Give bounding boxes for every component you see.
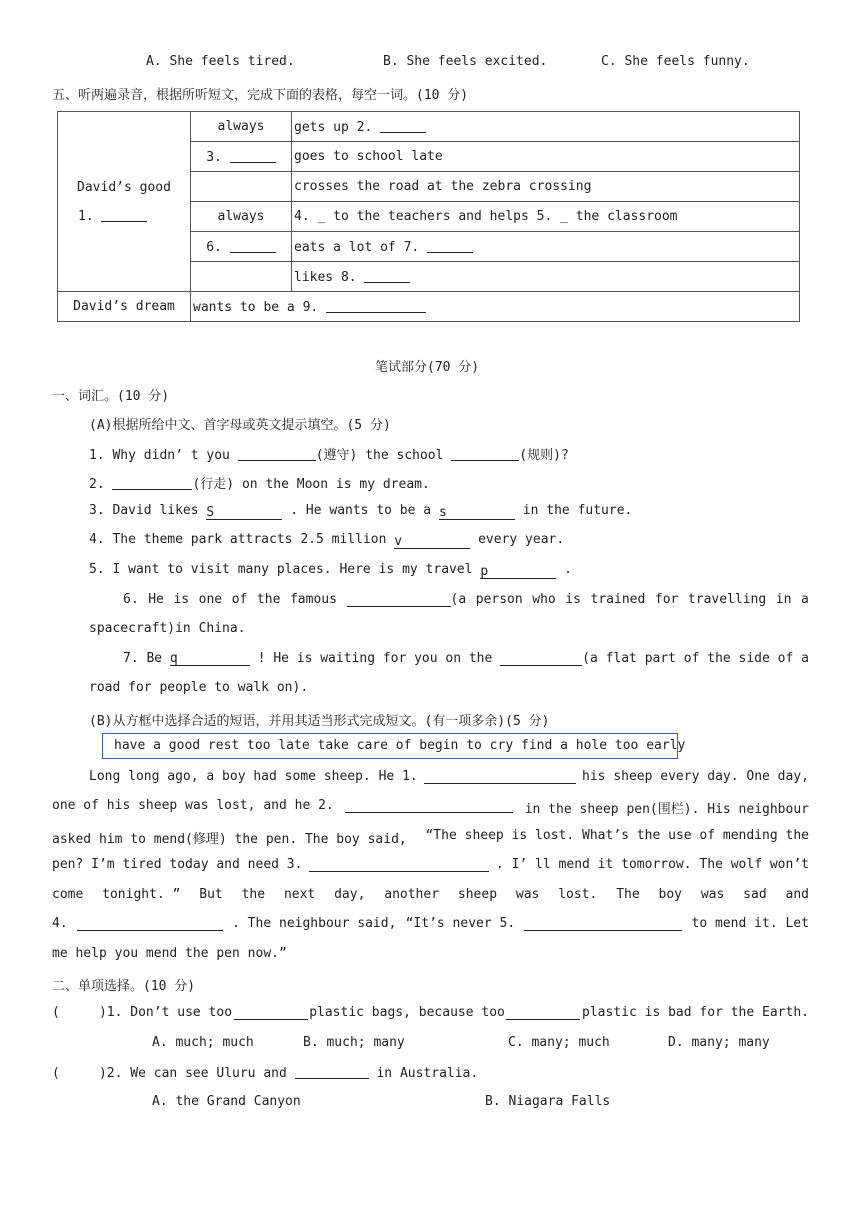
q2-option-a[interactable]: A. the Grand Canyon [152, 1094, 301, 1109]
table-cell: 4. _ to the teachers and helps 5. _ the classroom [292, 202, 800, 232]
vocab-q3: 3. David likes S . He wants to be a s in the future. [89, 503, 633, 520]
vocab-q7: 7. Be q ! He is waiting for you on the (a flat part of the side of a [123, 651, 809, 666]
passage-line4: pen? I’m tired today and need 3. . I’ ll mend it tomorrow. The wolf won’t [52, 857, 809, 872]
vocab-q5: 5. I want to visit many places. Here is my travel p . [89, 562, 572, 579]
table-cell: always [191, 202, 292, 232]
passage-line3: asked him to mend(修理) the pen. The boy said, “The sheep is lost. What’s the use of mending the [52, 828, 809, 847]
blank-6[interactable] [230, 238, 276, 253]
blank[interactable] [238, 446, 316, 461]
blank[interactable]: p [480, 564, 556, 579]
left-header-line2: 1. [60, 207, 188, 224]
word-box [102, 733, 686, 759]
sectionB-title: (B)从方框中选择合适的短语，并用其适当形式完成短文。(有一项多余)(5 分) [89, 714, 550, 729]
table-cell: likes 8. [292, 262, 800, 292]
dream-label: David’s dream [58, 292, 191, 322]
blank[interactable] [347, 592, 451, 607]
table-cell: 3. [191, 142, 292, 172]
q2-option-b[interactable]: B. Niagara Falls [485, 1094, 611, 1109]
passage-line7: me help you mend the pen now.” [52, 946, 287, 961]
passage-line2: one of his sheep was lost, and he 2. in the sheep pen(围栏). His neighbour [52, 798, 809, 817]
blank-p3[interactable] [309, 857, 489, 872]
vocab-q7-line2: road for people to walk on). [89, 680, 309, 695]
passage-line5: come tonight. ” But the next day, another sheep was lost. The boy was sad and [52, 887, 809, 902]
vocab-q6: 6. He is one of the famous (a person who is trained for travelling in a [123, 592, 809, 607]
blank-3[interactable] [230, 148, 276, 163]
q1-option-b[interactable]: B. much; many [303, 1035, 405, 1050]
passage-line1: Long long ago, a boy had some sheep. He 1. his sheep every day. One day, [89, 769, 809, 784]
q1-option-d[interactable]: D. many; many [668, 1035, 770, 1050]
blank-2[interactable] [380, 118, 426, 133]
answer-paren[interactable]: ( )2. We can see Uluru and [52, 1066, 287, 1081]
blank-p4[interactable] [77, 916, 223, 931]
blank-p5[interactable] [524, 916, 682, 931]
answer-paren[interactable]: ( )1. Don’t use too [52, 1005, 233, 1020]
blank-p2[interactable] [345, 798, 513, 813]
vocab-q6-line2: spacecraft)in China. [89, 621, 246, 636]
table-cell: always [191, 112, 292, 142]
blank[interactable] [112, 475, 192, 490]
option-a: A. She feels tired. [146, 54, 295, 69]
blank[interactable] [506, 1005, 580, 1020]
blank-9[interactable] [326, 298, 426, 313]
passage-line6: 4. . The neighbour said, “It’s never 5. to mend it. Let [52, 916, 809, 931]
blank[interactable] [500, 651, 582, 666]
left-header-line1: David’s good [77, 179, 171, 195]
option-b: B. She feels excited. [383, 54, 548, 69]
blank-8[interactable] [364, 268, 410, 283]
blank-1[interactable] [101, 207, 147, 222]
option-c: C. She feels funny. [601, 54, 750, 69]
blank[interactable]: S [206, 505, 282, 520]
blank[interactable] [451, 446, 519, 461]
q1-option-c[interactable]: C. many; much [508, 1035, 610, 1050]
table-left-header [58, 112, 191, 292]
sectionA-title: (A)根据所给中文、首字母或英文提示填空。(5 分) [89, 418, 391, 433]
vocab-q2: 2. (行走) on the Moon is my dream. [89, 477, 430, 492]
table-cell: goes to school late [292, 142, 800, 172]
blank[interactable] [295, 1064, 369, 1079]
word-box-text: have a good rest too late take care of begin to cry find a hole too early [114, 738, 686, 753]
part5-title: 五、听两遍录音，根据所听短文，完成下面的表格，每空一词。(10 分) [52, 88, 469, 103]
table-cell [191, 172, 292, 202]
table-cell: 6. [191, 232, 292, 262]
written-part-title: 笔试部分(70 分) [375, 360, 480, 375]
listening-table [57, 111, 800, 322]
table-cell: gets up 2. [292, 112, 800, 142]
blank[interactable]: s [439, 505, 515, 520]
section2-title: 二、单项选择。(10 分) [52, 979, 196, 994]
blank-p1[interactable] [424, 769, 576, 784]
blank[interactable]: q [170, 651, 250, 666]
table-cell: crosses the road at the zebra crossing [292, 172, 800, 202]
section1-title: 一、词汇。(10 分) [52, 389, 170, 404]
mc-q1: ( )1. Don’t use too plastic bags, because too plastic is bad for the Earth. [52, 1005, 809, 1020]
mc-q2: ( )2. We can see Uluru and in Australia. [52, 1066, 479, 1081]
table-cell [191, 262, 292, 292]
table-cell: eats a lot of 7. [292, 232, 800, 262]
vocab-q1: 1. Why didn’ t you (遵守) the school (规则)? [89, 448, 569, 463]
vocab-q4: 4. The theme park attracts 2.5 million v every year. [89, 532, 565, 549]
blank[interactable] [234, 1005, 308, 1020]
blank[interactable]: v [394, 534, 470, 549]
q1-option-a[interactable]: A. much; much [152, 1035, 254, 1050]
blank-7[interactable] [427, 238, 473, 253]
dream-cell: wants to be a 9. [191, 292, 800, 322]
